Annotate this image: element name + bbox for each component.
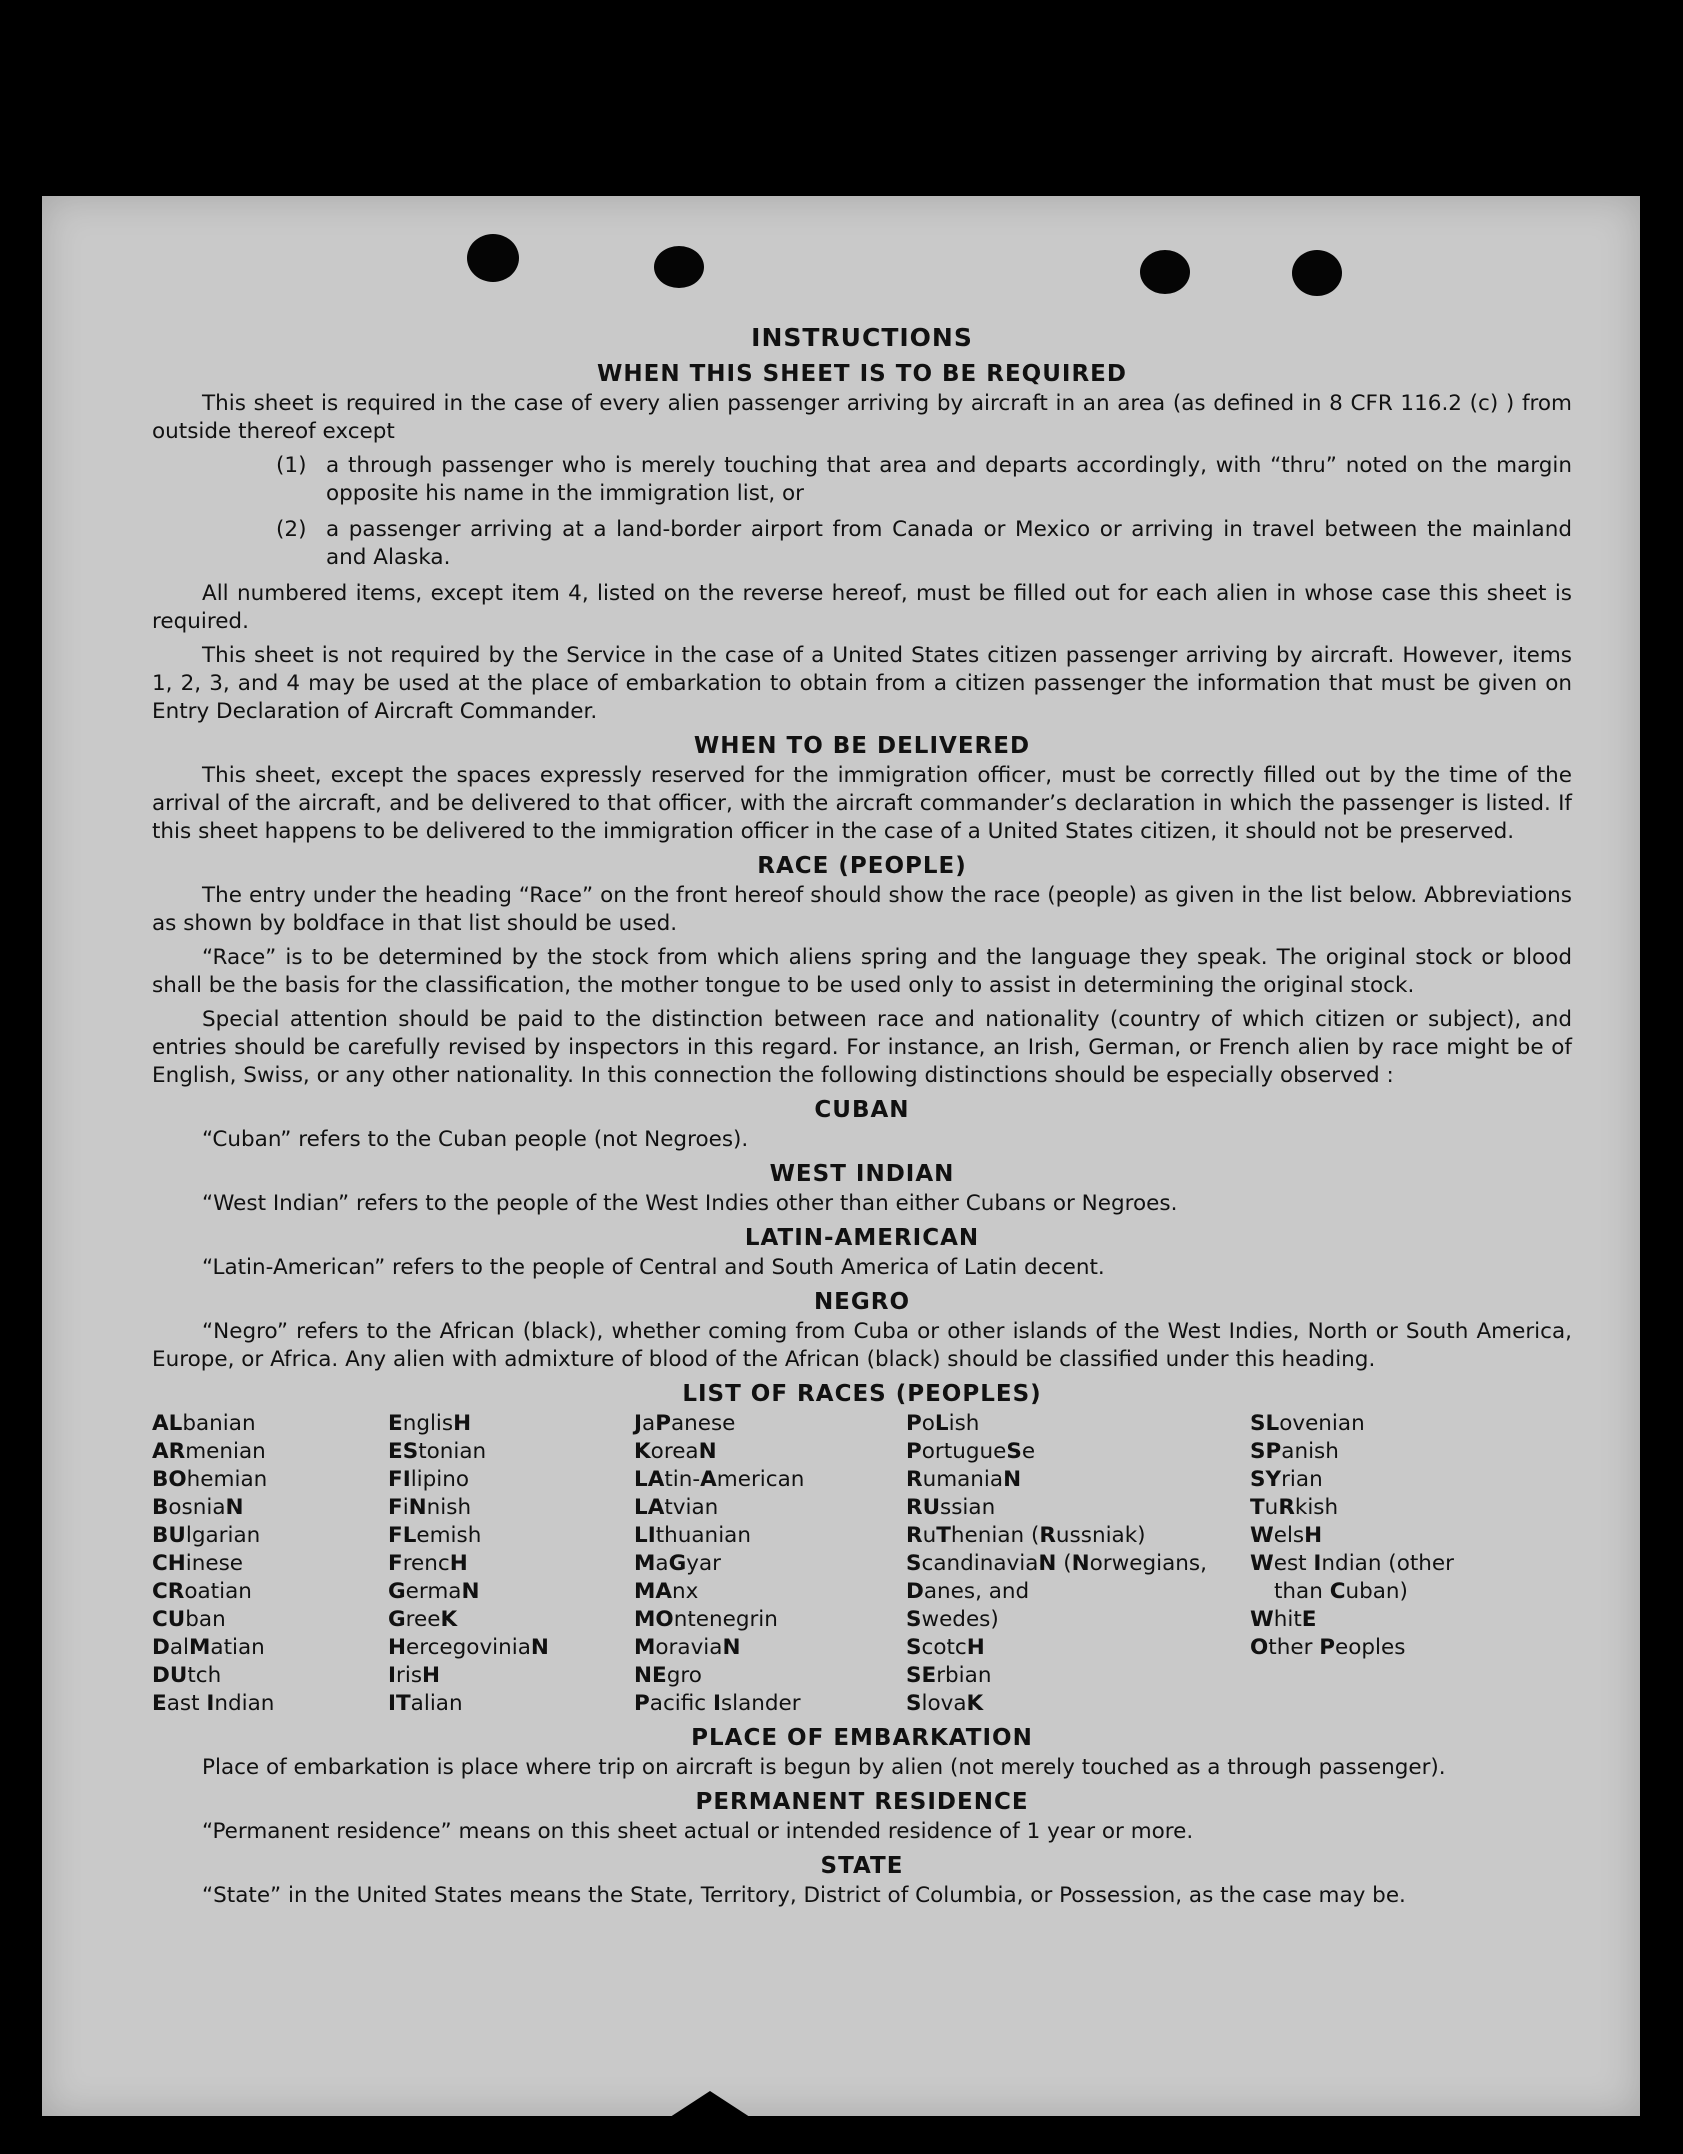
race-entry: EnglisH <box>388 1411 472 1436</box>
exception-item <box>276 452 1572 508</box>
race-entry: ALbanian <box>152 1411 256 1436</box>
instructions-title: INSTRUCTIONS <box>751 323 973 352</box>
west-indian-text: “West Indian” refers to the people of the West Indies other than either Cubans or Negroes. <box>202 1191 1178 1216</box>
race-paragraph-2: “Race” is to be determined by the stock from which aliens spring and the language they speak. The original stock or blood shall be the basis for the classification, the mother tongue to be used only to assist in determining the original stock. <box>152 945 1572 998</box>
race-entry: LAtvian <box>634 1495 719 1520</box>
state-heading: STATE <box>820 1853 904 1879</box>
cuban-text: “Cuban” refers to the Cuban people (not Negroes). <box>202 1127 749 1152</box>
race-entry: MAnx <box>634 1579 699 1604</box>
state-text: “State” in the United States means the State, Territory, District of Columbia, or Possession, as the case may be. <box>202 1883 1406 1908</box>
race-entry: FiNnish <box>388 1495 472 1520</box>
race-entry: ITalian <box>388 1691 463 1716</box>
exception-item <box>276 516 1572 572</box>
race-entry: SLovenian <box>1250 1411 1365 1436</box>
race-entry: MoraviaN <box>634 1635 741 1660</box>
race-entry: ARmenian <box>152 1439 266 1464</box>
item-number: (2) <box>276 517 307 542</box>
west-indian-heading: WEST INDIAN <box>769 1161 955 1187</box>
race-paragraph-1: The entry under the heading “Race” on the front hereof should show the race (people) as given in the list below. Abbreviations as shown by boldface in that list should be used. <box>152 883 1572 936</box>
race-entry: GreeK <box>388 1607 458 1632</box>
punch-hole <box>1140 250 1190 294</box>
punch-hole <box>654 246 704 288</box>
race-entry: CRoatian <box>152 1579 252 1604</box>
embarkation-text: Place of embarkation is place where trip on aircraft is begun by alien (not merely touched as a through passenger). <box>202 1755 1446 1780</box>
when-required-heading: WHEN THIS SHEET IS TO BE REQUIRED <box>597 361 1127 387</box>
race-entry: FIlipino <box>388 1467 470 1492</box>
race-entry: RumaniaN <box>906 1467 1022 1492</box>
race-entry: PoLish <box>906 1411 980 1436</box>
punch-hole <box>1292 250 1342 296</box>
residence-heading: PERMANENT RESIDENCE <box>695 1789 1029 1815</box>
race-entry: CUban <box>152 1607 226 1632</box>
race-entry: SlovaK <box>906 1691 984 1716</box>
race-entry: LAtin-American <box>634 1467 805 1492</box>
race-entry: KoreaN <box>634 1439 717 1464</box>
race-entry: ScandinaviaN (Norwegians, <box>906 1551 1207 1576</box>
race-entry: FrencH <box>388 1551 468 1576</box>
negro-text: “Negro” refers to the African (black), whether coming from Cuba or other islands of the West Indies, North or South America, Europe, or Africa. Any alien with admixture of blood of the African (black) should be classified under this heading. <box>152 1319 1572 1372</box>
race-entry: IrisH <box>388 1663 441 1688</box>
races-column <box>388 1410 634 1718</box>
race-entry: Swedes) <box>906 1607 999 1632</box>
race-entry: DalMatian <box>152 1635 265 1660</box>
when-required-intro: This sheet is required in the case of every alien passenger arriving by aircraft in an area (as defined in 8 CFR 116.2 (c) ) from outside thereof except <box>152 391 1572 444</box>
item-number: (1) <box>276 453 307 478</box>
race-entry: NEgro <box>634 1663 702 1688</box>
citizen-paragraph: This sheet is not required by the Service in the case of a United States citizen passenger arriving by aircraft. However, items 1, 2, 3, and 4 may be used at the place of embarkation to obtain from a citizen passenger the information that must be given on Entry Declaration of Aircraft Commander. <box>152 643 1572 724</box>
race-paragraph-3: Special attention should be paid to the distinction between race and nationality (country of which citizen or subject), and entries should be carefully revised by inspectors in this regard. For instance, an Irish, German, or French alien by race might be of English, Swiss, or any other nationality. In this connection the following distinctions should be especially observed : <box>152 1007 1572 1088</box>
latin-american-heading: LATIN-AMERICAN <box>744 1225 980 1251</box>
race-entry: Other Peoples <box>1250 1635 1406 1660</box>
race-entry: WelsH <box>1250 1523 1323 1548</box>
item-text: a through passenger who is merely touching that area and departs accordingly, with “thru” noted on the margin opposite his name in the immigration list, or <box>326 453 1572 506</box>
races-list <box>152 1410 1572 1718</box>
races-column <box>152 1410 388 1718</box>
when-delivered-heading: WHEN TO BE DELIVERED <box>693 733 1031 759</box>
race-entry: West Indian (other <box>1250 1551 1454 1576</box>
race-entry: SYrian <box>1250 1467 1323 1492</box>
race-entry: SPanish <box>1250 1439 1339 1464</box>
embarkation-heading: PLACE OF EMBARKATION <box>691 1725 1033 1751</box>
negro-heading: NEGRO <box>813 1289 911 1315</box>
when-delivered-text: This sheet, except the spaces expressly reserved for the immigration officer, must be correctly filled out by the time of the arrival of the aircraft, and be delivered to that officer, with the aircraft commander’s declaration in which the passenger is listed. If this sheet happens to be delivered to the immigration officer in the case of a United States citizen, it should not be preserved. <box>152 763 1572 844</box>
punch-hole <box>467 234 519 282</box>
race-entry: Pacific Islander <box>634 1691 801 1716</box>
race-entry: than Cuban) <box>1274 1579 1408 1604</box>
residence-text: “Permanent residence” means on this sheet actual or intended residence of 1 year or more. <box>202 1819 1194 1844</box>
race-entry: TuRkish <box>1250 1495 1339 1520</box>
item-text: a passenger arriving at a land-border airport from Canada or Mexico or arriving in travel between the mainland and Alaska. <box>326 517 1572 570</box>
race-entry: EStonian <box>388 1439 487 1464</box>
numbered-items-paragraph: All numbered items, except item 4, listed on the reverse hereof, must be filled out for each alien in whose case this sheet is required. <box>152 581 1572 634</box>
document-sheet <box>42 196 1640 2116</box>
race-entry: BUlgarian <box>152 1523 261 1548</box>
race-entry: East Indian <box>152 1691 275 1716</box>
race-entry: GermaN <box>388 1579 480 1604</box>
latin-american-text: “Latin-American” refers to the people of Central and South America of Latin decent. <box>202 1255 1105 1280</box>
race-entry: CHinese <box>152 1551 244 1576</box>
race-entry: DUtch <box>152 1663 222 1688</box>
race-entry: FLemish <box>388 1523 482 1548</box>
race-entry: JaPanese <box>634 1411 736 1436</box>
race-entry: PortugueSe <box>906 1439 1036 1464</box>
race-entry: BOhemian <box>152 1467 268 1492</box>
race-entry: SErbian <box>906 1663 992 1688</box>
races-column <box>1250 1410 1570 1718</box>
race-heading: RACE (PEOPLE) <box>757 853 967 879</box>
paper-notch <box>664 2091 756 2121</box>
instructions-content <box>152 324 1572 1914</box>
race-entry: MaGyar <box>634 1551 721 1576</box>
cuban-heading: CUBAN <box>814 1097 910 1123</box>
races-column <box>906 1410 1250 1718</box>
race-entry: MOntenegrin <box>634 1607 778 1632</box>
race-entry: RUssian <box>906 1495 996 1520</box>
race-entry: RuThenian (Russniak) <box>906 1523 1146 1548</box>
race-entry: BosniaN <box>152 1495 244 1520</box>
race-entry: ScotcH <box>906 1635 985 1660</box>
race-entry: HercegoviniaN <box>388 1635 549 1660</box>
race-entry: WhitE <box>1250 1607 1317 1632</box>
races-column <box>634 1410 906 1718</box>
race-entry: LIthuanian <box>634 1523 751 1548</box>
race-entry: Danes, and <box>906 1579 1030 1604</box>
list-of-races-heading: LIST OF RACES (PEOPLES) <box>682 1381 1042 1407</box>
